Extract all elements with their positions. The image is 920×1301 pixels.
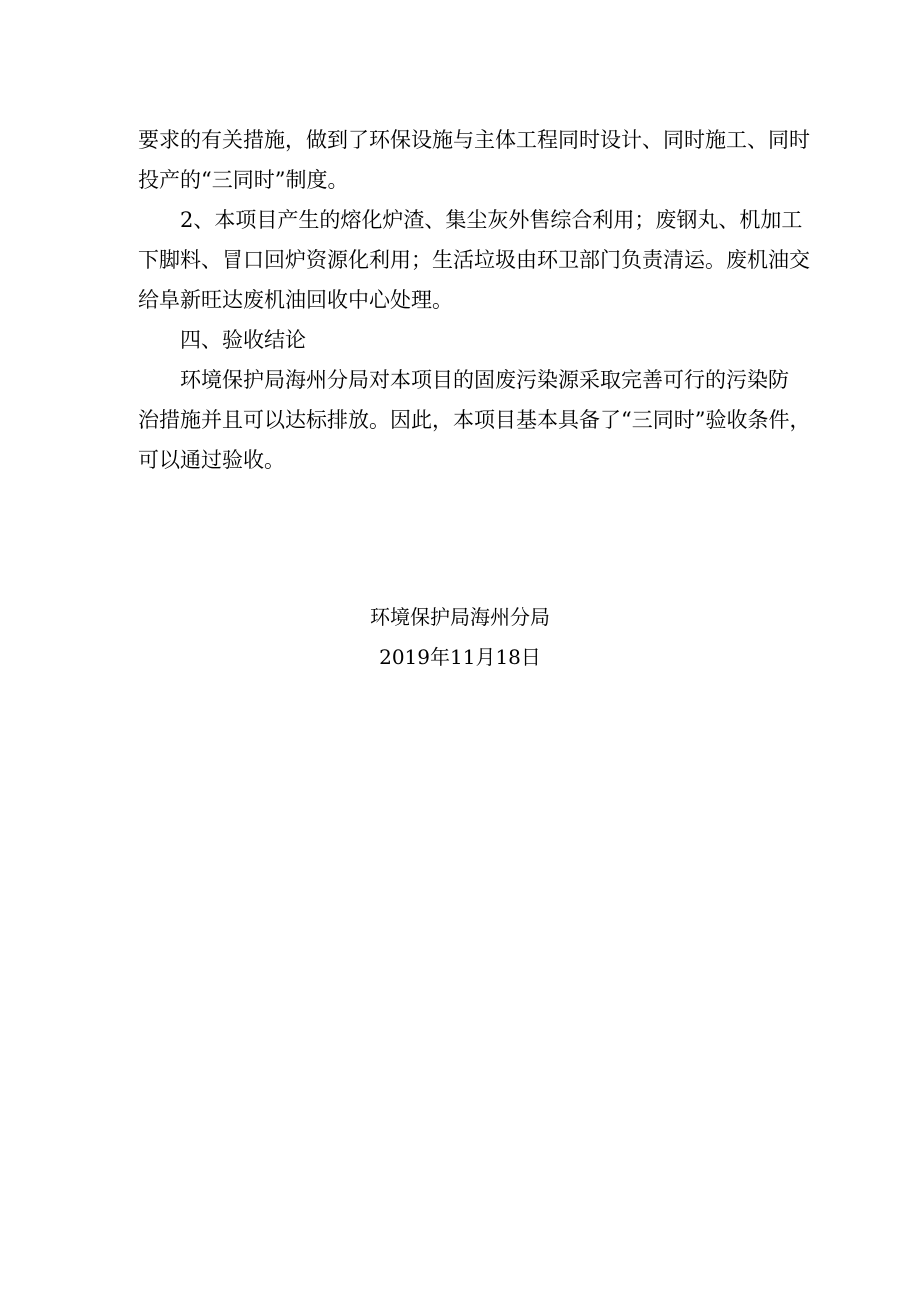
text-line: 要求的有关措施，做到了环保设施与主体工程同时设计、同时施工、同时 <box>138 128 810 152</box>
text-line: 可以通过验收。 <box>138 448 285 472</box>
heading-text: 四、验收结论 <box>180 328 306 352</box>
paragraph-continuation <box>138 120 810 200</box>
text-line: 投产的“三同时”制度。 <box>138 168 349 192</box>
text-line: 2、本项目产生的熔化炉渣、集尘灰外售综合利用；废钢丸、机加工 <box>180 208 803 232</box>
signature-date: 2019年11月18日 <box>379 645 541 669</box>
text-line: 给阜新旺达废机油回收中心处理。 <box>138 288 453 312</box>
text-line: 环境保护局海州分局对本项目的固废污染源采取完善可行的污染防 <box>180 368 789 392</box>
document-body <box>138 120 811 480</box>
signature-organization: 环境保护局海州分局 <box>370 605 550 629</box>
text-line: 治措施并且可以达标排放。因此，本项目基本具备了“三同时”验收条件， <box>138 408 811 432</box>
paragraph-conclusion <box>138 360 811 480</box>
text-line: 下脚料、冒口回炉资源化利用；生活垃圾由环卫部门负责清运。废机油交 <box>138 248 810 272</box>
paragraph-waste-disposal <box>138 200 810 320</box>
section-heading <box>138 320 788 360</box>
